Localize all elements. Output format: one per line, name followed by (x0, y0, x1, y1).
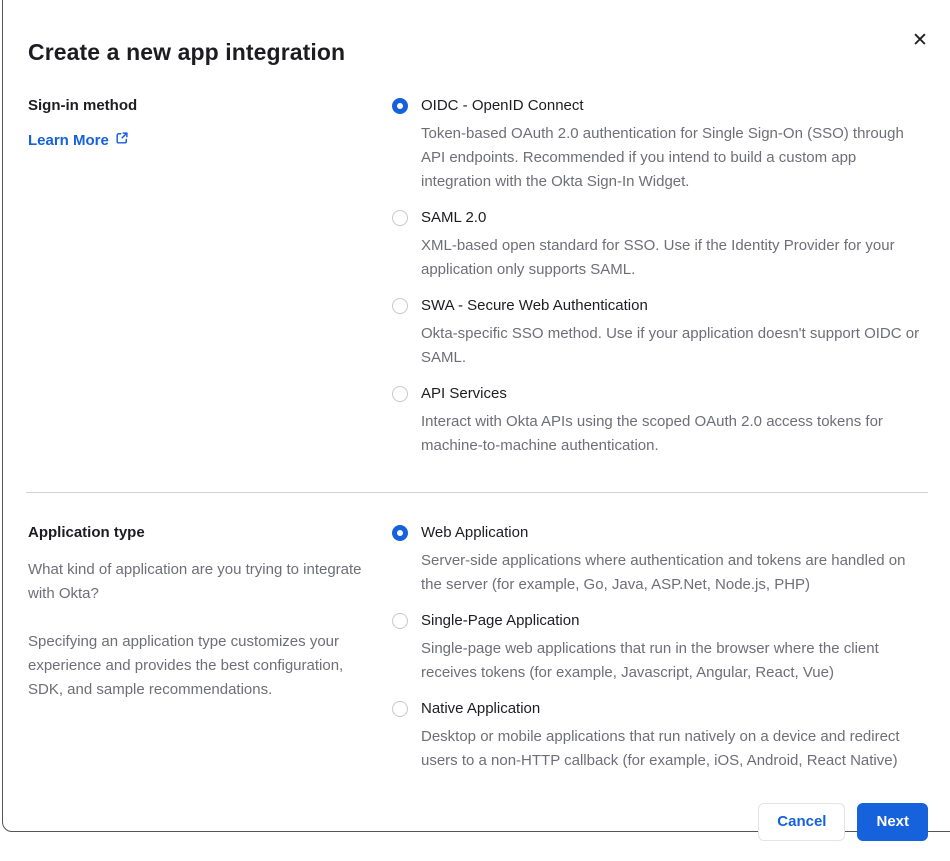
modal-footer (28, 803, 928, 861)
radio-option-text (421, 611, 926, 685)
radio-option[interactable] (392, 96, 928, 194)
radio-option-description: Desktop or mobile applications that run natively on a device and redirect users to a non-HTTP callback (for example, iOS, Android, React Native) (421, 728, 900, 769)
radio-option[interactable] (392, 208, 928, 282)
create-app-integration-modal (2, 0, 950, 832)
radio-option-label: SAML 2.0 (421, 209, 487, 226)
radio-option-text (421, 384, 926, 458)
radio-option-label: Web Application (421, 524, 529, 541)
application-type-left-column (28, 523, 392, 787)
radio-button[interactable] (392, 613, 408, 629)
radio-option[interactable] (392, 611, 928, 685)
radio-option-description: Okta-specific SSO method. Use if your application doesn't support OIDC or SAML. (421, 325, 920, 366)
radio-button[interactable] (392, 298, 408, 314)
radio-option[interactable] (392, 523, 928, 597)
close-icon[interactable]: ✕ (906, 27, 934, 55)
signin-method-section (28, 96, 928, 472)
radio-option-text (421, 523, 926, 597)
radio-option-text (421, 296, 926, 370)
application-type-help-text-1: What kind of application are you trying to integrate with Okta? (28, 561, 362, 602)
radio-button[interactable] (392, 701, 408, 717)
radio-option[interactable] (392, 296, 928, 370)
radio-option-description: Token-based OAuth 2.0 authentication for Single Sign-On (SSO) through API endpoints. Recommended if you intend to build a custom app integration with the Okta Sign-In Widget. (421, 125, 904, 190)
radio-option-label: Native Application (421, 700, 541, 717)
radio-option-description: Server-side applications where authentication and tokens are handled on the server (for example, Go, Java, ASP.Net, Node.js, PHP) (421, 552, 906, 593)
radio-option[interactable] (392, 384, 928, 458)
radio-option-label: Single-Page Application (421, 612, 580, 629)
radio-button[interactable] (392, 386, 408, 402)
signin-method-left-column (28, 96, 392, 472)
learn-more-label: Learn More (28, 132, 109, 149)
application-type-section (28, 523, 928, 787)
radio-option[interactable] (392, 699, 928, 773)
radio-option-description: XML-based open standard for SSO. Use if the Identity Provider for your application only supports SAML. (421, 237, 895, 278)
signin-method-options (392, 96, 928, 472)
learn-more-link[interactable] (28, 131, 129, 151)
application-type-help-text-2: Specifying an application type customizes your experience and provides the best configuration, SDK, and sample recommendations. (28, 633, 344, 698)
radio-button[interactable] (392, 525, 408, 541)
signin-method-label: Sign-in method (28, 97, 138, 114)
radio-button[interactable] (392, 98, 408, 114)
modal-title: Create a new app integration (28, 39, 346, 65)
radio-option-label: OIDC - OpenID Connect (421, 97, 584, 114)
radio-option-description: Interact with Okta APIs using the scoped OAuth 2.0 access tokens for machine-to-machine authentication. (421, 413, 883, 454)
radio-button[interactable] (392, 210, 408, 226)
next-button[interactable]: Next (857, 803, 928, 841)
application-type-options (392, 523, 928, 787)
cancel-button[interactable]: Cancel (758, 803, 845, 841)
application-type-label: Application type (28, 524, 145, 541)
external-link-icon (115, 131, 129, 151)
radio-option-text (421, 96, 926, 194)
section-divider (26, 492, 928, 493)
radio-option-text (421, 208, 926, 282)
modal-content (28, 1, 928, 861)
radio-option-text (421, 699, 926, 773)
radio-option-label: API Services (421, 385, 507, 402)
radio-option-label: SWA - Secure Web Authentication (421, 297, 648, 314)
radio-option-description: Single-page web applications that run in the browser where the client receives tokens (for example, Javascript, Angular, React, Vue) (421, 640, 879, 681)
